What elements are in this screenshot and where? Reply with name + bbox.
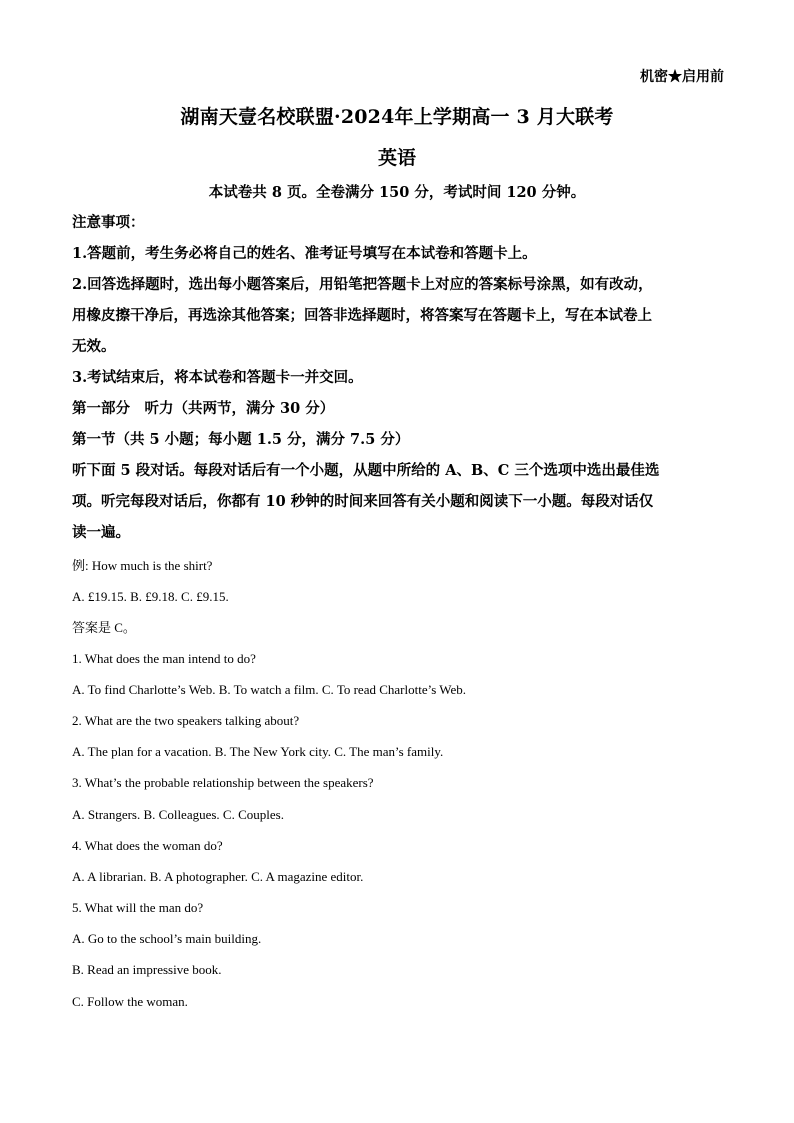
question-2: 2. What are the two speakers talking about? — [72, 713, 300, 728]
question-1-options: A. To find Charlotte’s Web. B. To watch a film. C. To read Charlotte’s Web. — [72, 682, 467, 697]
question-3: 3. What’s the probable relationship between the speakers? — [72, 775, 374, 790]
question-5: 5. What will the man do? — [72, 900, 204, 915]
question-4: 4. What does the woman do? — [72, 838, 223, 853]
instructions-line-1: 听下面 5 段对话。每段对话后有一个小题，从题中所给的 A、B、C 三个选项中选出最佳选 — [72, 462, 660, 479]
part1-heading: 第一部分 听力（共两节，满分 30 分） — [72, 400, 335, 417]
question-5-option-b: B. Read an impressive book. — [72, 962, 222, 977]
instructions-line-2: 项。听完每段对话后，你都有 10 秒钟的时间来回答有关小题和阅读下一小题。每段对话仅 — [72, 493, 654, 510]
example-answer: 答案是 C。 — [72, 620, 136, 635]
question-4-options: A. A librarian. B. A photographer. C. A magazine editor. — [72, 869, 364, 884]
secret-mark: 机密★启用前 — [640, 69, 724, 85]
section1-heading: 第一节（共 5 小题；每小题 1.5 分，满分 7.5 分） — [72, 431, 410, 448]
notes-heading: 注意事项： — [72, 214, 145, 231]
example-options: A. £19.15. B. £9.18. C. £9.15. — [72, 589, 229, 604]
note-item-1: 1.答题前，考生务必将自己的姓名、准考证号填写在本试卷和答题卡上。 — [72, 245, 537, 262]
note-item-2: 2.回答选择题时，选出每小题答案后，用铅笔把答题卡上对应的答案标号涂黑，如有改动， — [72, 276, 653, 293]
subject-title: 英语 — [377, 147, 416, 169]
question-1: 1. What does the man intend to do? — [72, 651, 256, 666]
instructions-line-3: 读一遍。 — [72, 524, 130, 541]
example-question: 例: How much is the shirt? — [72, 558, 213, 573]
note-item-3: 3.考试结束后，将本试卷和答题卡一并交回。 — [72, 369, 363, 386]
exam-title: 湖南天壹名校联盟·2024年上学期高一 3 月大联考 — [180, 106, 614, 128]
question-5-option-c: C. Follow the woman. — [72, 994, 188, 1009]
question-5-option-a: A. Go to the school’s main building. — [72, 931, 262, 946]
exam-info: 本试卷共 8 页。全卷满分 150 分，考试时间 120 分钟。 — [208, 184, 586, 201]
question-3-options: A. Strangers. B. Colleagues. C. Couples. — [72, 807, 284, 822]
note-item-2-cont: 用橡皮擦干净后，再选涂其他答案；回答非选择题时，将答案写在答题卡上，写在本试卷上 — [72, 307, 652, 324]
note-item-2-end: 无效。 — [72, 338, 116, 355]
question-2-options: A. The plan for a vacation. B. The New York city. C. The man’s family. — [72, 744, 444, 759]
